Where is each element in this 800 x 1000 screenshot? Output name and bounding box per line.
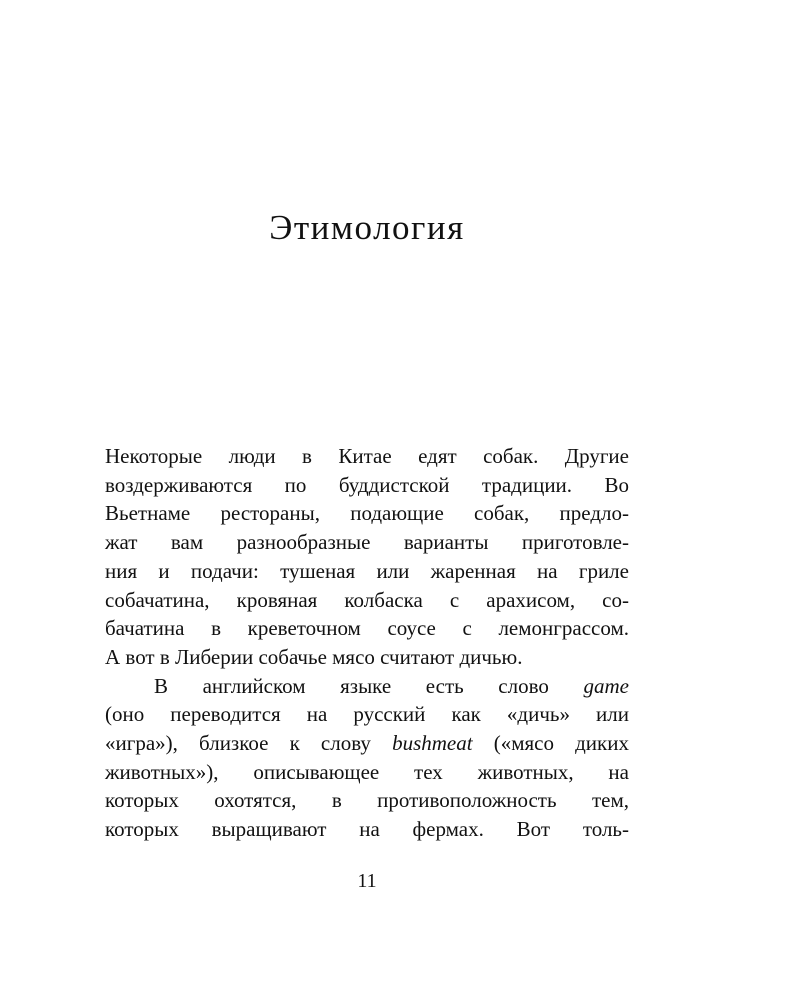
text-line: А вот в Либерии собачье мясо считают дичью. bbox=[105, 644, 523, 669]
paragraph-first-line bbox=[105, 672, 629, 701]
text-line: (оно переводится на русский как «дичь» или bbox=[105, 702, 629, 727]
text-run: «игра»), близкое к слову bbox=[105, 731, 393, 756]
text-line: ния и подачи: тушеная или жаренная на гриле bbox=[105, 558, 629, 583]
body-text bbox=[105, 442, 629, 844]
text-line: животных»), описывающее тех животных, на bbox=[105, 759, 629, 784]
page-number: 11 bbox=[357, 870, 377, 892]
chapter-title: Этимология bbox=[269, 208, 465, 247]
text-line: которых охотятся, в противоположность тем, bbox=[105, 788, 629, 813]
text-run: В английском языке есть слово bbox=[154, 673, 584, 698]
italic-term: game bbox=[583, 673, 629, 698]
text-line: Вьетнаме рестораны, подающие собак, предло- bbox=[105, 501, 629, 526]
text-line: жат вам разнообразные варианты приготовле- bbox=[105, 530, 629, 555]
text-run: («мясо диких bbox=[472, 731, 629, 756]
text-line-with-italic bbox=[105, 729, 629, 758]
text-line: которых выращивают на фермах. Вот толь- bbox=[105, 817, 629, 842]
text-line: воздерживаются по буддистской традиции. Во bbox=[105, 472, 629, 497]
text-line: Некоторые люди в Китае едят собак. Другие bbox=[105, 444, 629, 468]
text-line: собачатина, кровяная колбаска с арахисом, со- bbox=[105, 587, 629, 612]
italic-term: bushmeat bbox=[392, 731, 473, 756]
text-line: бачатина в креветочном соусе с лемонграссом. bbox=[105, 616, 629, 641]
